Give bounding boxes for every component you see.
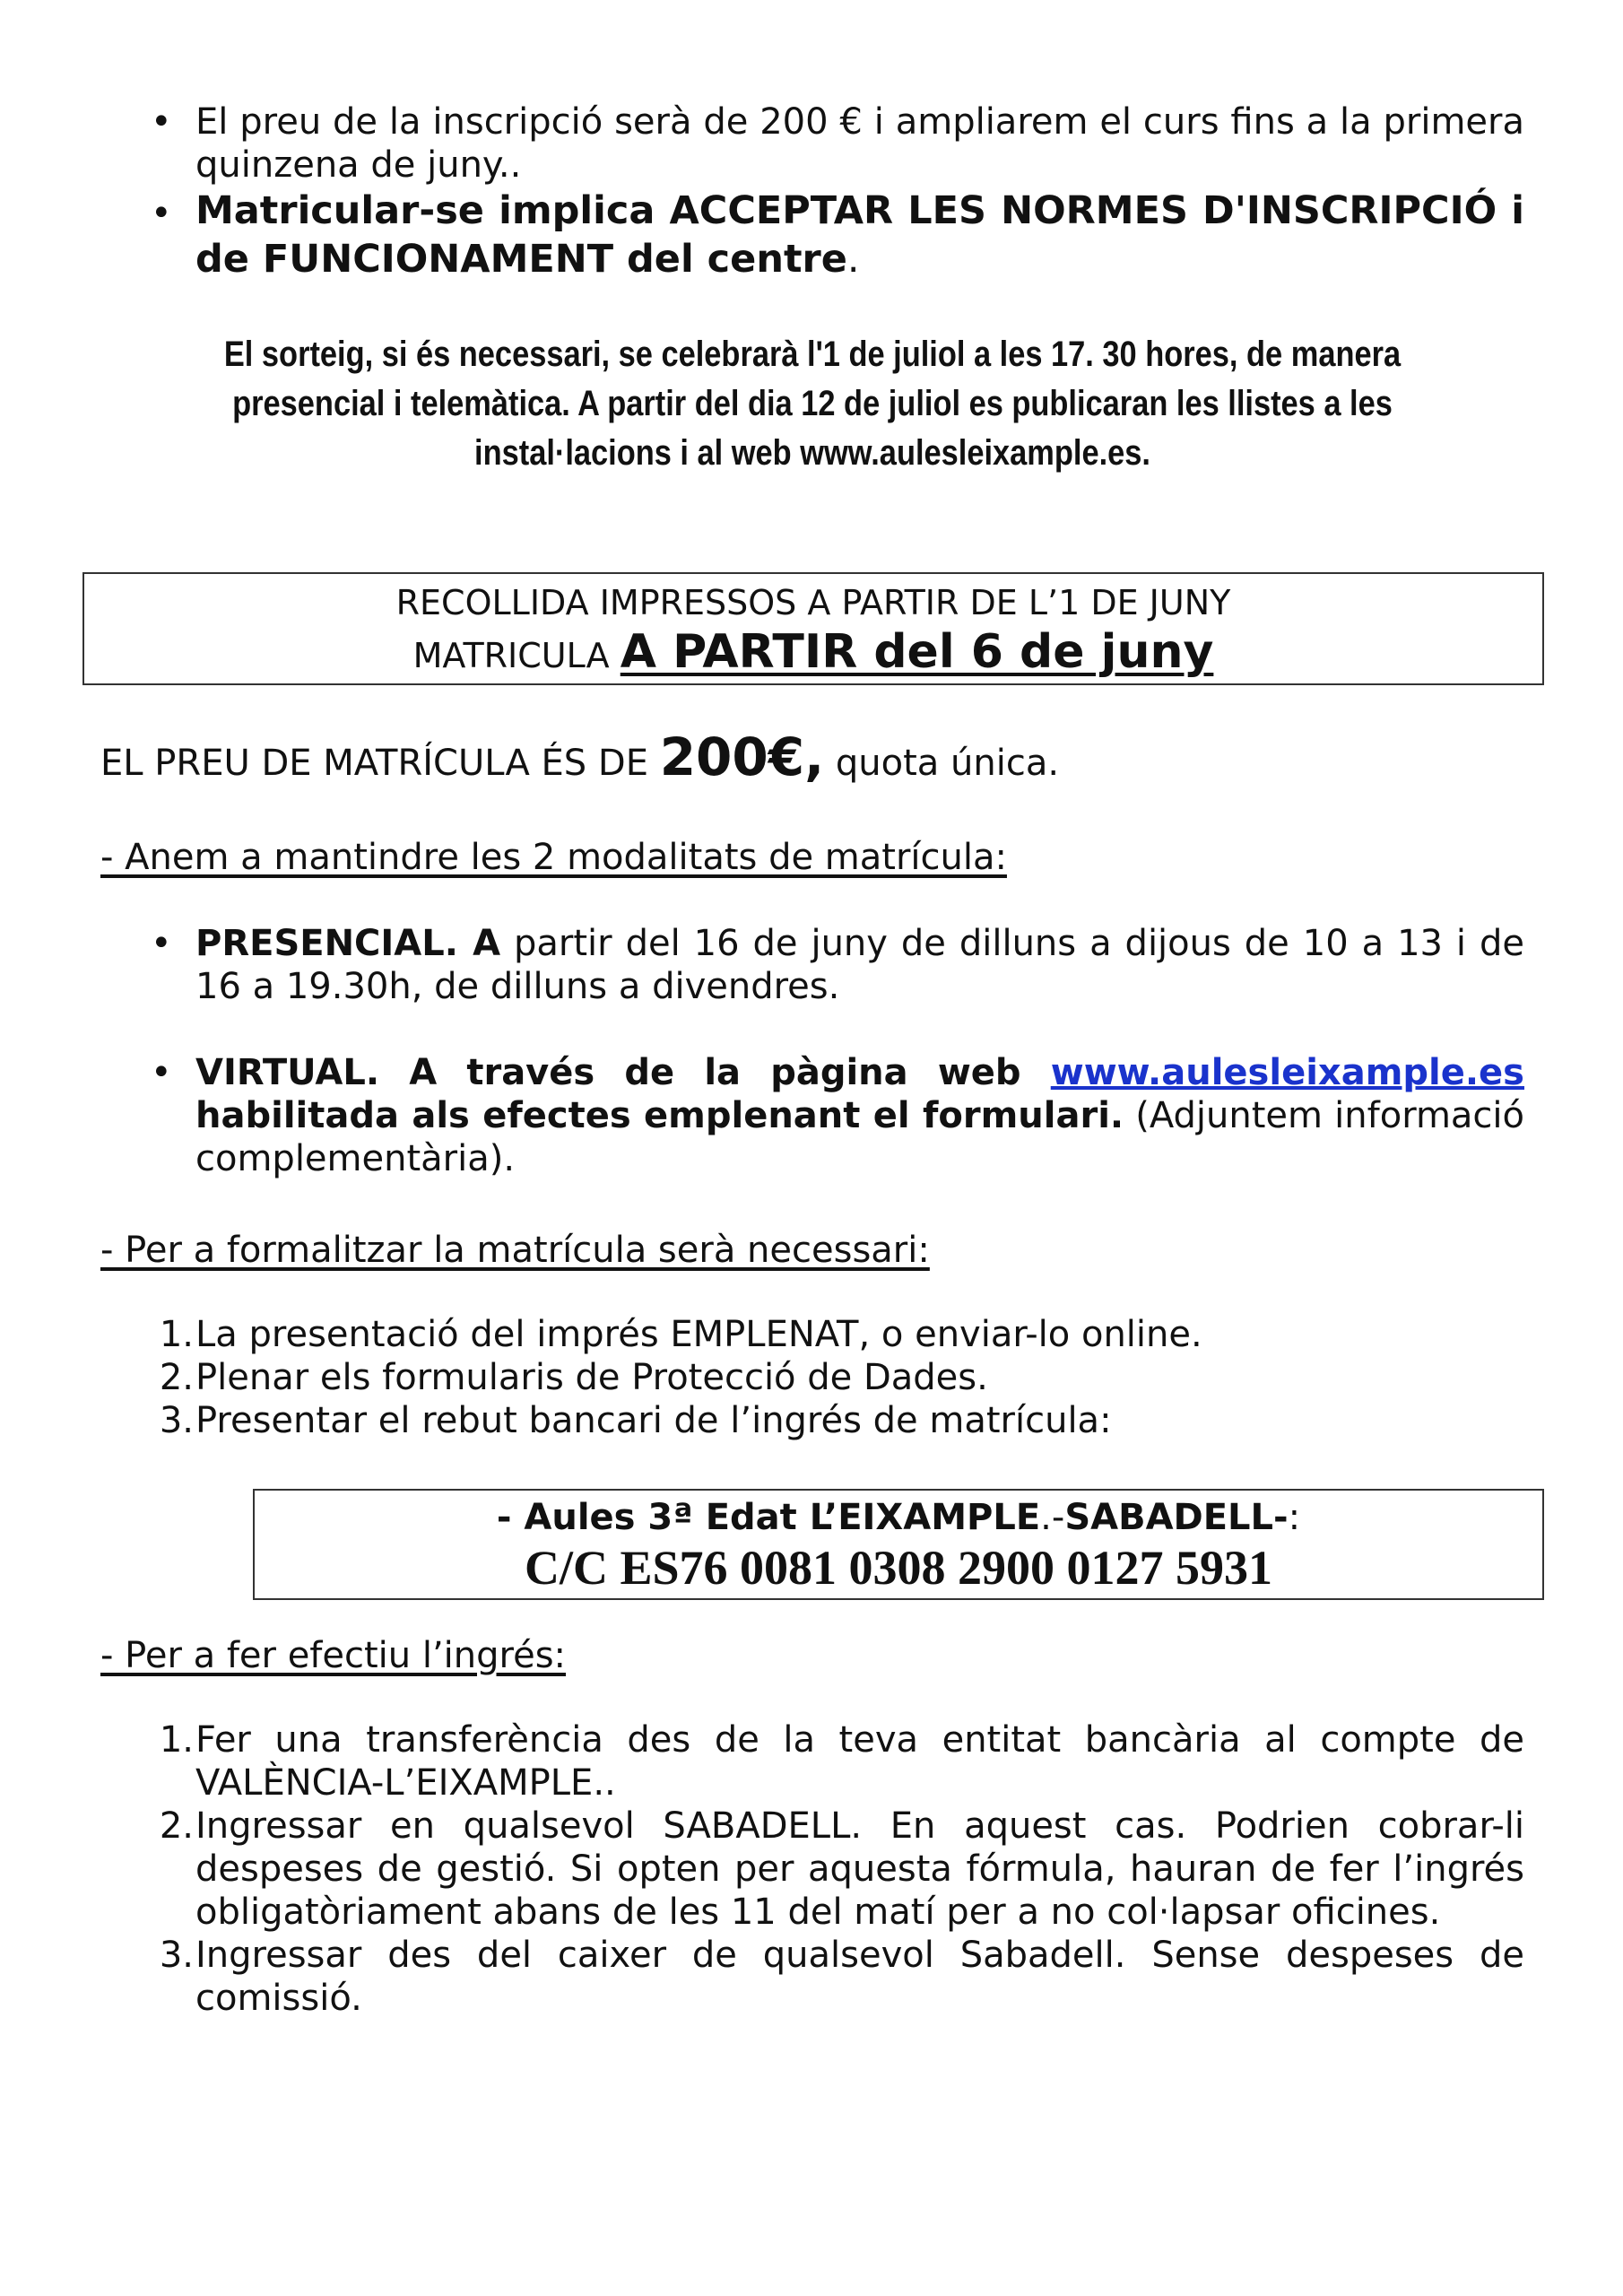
bank-account-box	[253, 1489, 1544, 1600]
modalities-heading: - Anem a mantindre les 2 modalitats de matrícula:	[100, 837, 1007, 878]
lottery-notice	[200, 330, 1425, 478]
website-link[interactable]: www.aulesleixample.es	[1050, 1052, 1524, 1093]
enrollment-price	[100, 725, 1524, 796]
price-label: EL PREU DE MATRÍCULA ÉS DE	[100, 743, 660, 784]
list-number: 1.	[159, 1314, 194, 1355]
bullet-icon: •	[151, 193, 172, 234]
price-amount: 200€,	[659, 726, 825, 787]
norms-tail: .	[846, 237, 860, 282]
virtual-form-note: habilitada als efectes emplenant el formulari.	[195, 1095, 1124, 1136]
enrollment-label: MATRICULA	[412, 636, 621, 675]
list-number: 3.	[159, 1400, 194, 1441]
bullet-inscription-price: El preu de la inscripció serà de 200 € i ampliarem el curs fins a la primera quinzena de juny..	[195, 101, 1524, 186]
payment-option: Ingressar en qualsevol SABADELL. En aquest cas. Podrien cobrar-li despeses de gestió. Si opten per aquesta fórmula, hauran de fer l’ingrés obligatòriament abans de les 11 del matí per a no col·lapsar oficines.	[195, 1805, 1524, 1933]
list-number: 3.	[159, 1935, 194, 1976]
forms-pickup-date: RECOLLIDA IMPRESSOS A PARTIR DE L’1 DE JUNY	[395, 583, 1231, 622]
enrollment-dates-box	[82, 572, 1544, 685]
bullet-icon: •	[151, 1052, 172, 1093]
requirement-item: Plenar els formularis de Protecció de Dades.	[195, 1357, 988, 1398]
account-holder	[255, 1496, 1542, 1539]
virtual-label: VIRTUAL. A través de la pàgina web	[195, 1052, 1051, 1093]
account-bank: SABADELL-	[1064, 1497, 1289, 1538]
list-number: 1.	[159, 1719, 194, 1761]
enrollment-start	[84, 626, 1542, 682]
list-number: 2.	[159, 1357, 194, 1398]
list-number: 2.	[159, 1805, 194, 1847]
norms-bold-text: Matricular-se implica ACCEPTAR LES NORMES D'INSCRIPCIÓ i de FUNCIONAMENT del centre	[195, 188, 1524, 282]
presencial-label: PRESENCIAL. A	[195, 923, 501, 964]
bullet-icon: •	[151, 101, 172, 143]
account-number: C/C ES76 0081 0308 2900 0127 5931	[524, 1541, 1273, 1595]
payment-heading: - Per a fer efectiu l’ingrés:	[100, 1635, 567, 1676]
presencial-details: partir del 16 de juny de dilluns a dijous de 10 a 13 i de 16 a 19.30h, de dilluns a divendres.	[195, 923, 1524, 1007]
requirement-item: La presentació del imprés EMPLENAT, o enviar-lo online.	[195, 1314, 1202, 1355]
price-suffix: quota única.	[824, 743, 1060, 784]
requirement-item: Presentar el rebut bancari de l’ingrés de matrícula:	[195, 1400, 1112, 1441]
formalize-heading: - Per a formalitzar la matrícula serà necessari:	[100, 1230, 930, 1271]
account-holder-name: - Aules 3ª Edat L’EIXAMPLE	[496, 1497, 1041, 1538]
bullet-icon: •	[151, 923, 172, 964]
virtual-extra-info: (Adjuntem informació complementària).	[195, 1095, 1524, 1179]
payment-option: Fer una transferència des de la teva entitat bancària al compte de VALÈNCIA-L’EIXAMPLE..	[195, 1719, 1524, 1804]
lottery-line-1: El sorteig, si és necessari, se celebrarà l'1 de juliol a les 17. 30 hores, de manera	[223, 335, 1402, 374]
bullet-norms	[195, 187, 1524, 283]
lottery-line-2: presencial i telemàtica. A partir del dia 12 de juliol es publicaran les llistes a les	[232, 384, 1393, 423]
lottery-line-3: instal·lacions i al web www.aulesleixample.es.	[474, 433, 1150, 473]
account-colon: :	[1288, 1497, 1301, 1538]
payment-option: Ingressar des del caixer de qualsevol Sabadell. Sense despeses de comissió.	[195, 1935, 1524, 2019]
enrollment-date: A PARTIR del 6 de juny	[620, 625, 1214, 679]
account-separator: .-	[1040, 1497, 1065, 1538]
modality-virtual	[195, 1051, 1524, 1180]
modality-presencial	[195, 922, 1524, 1008]
